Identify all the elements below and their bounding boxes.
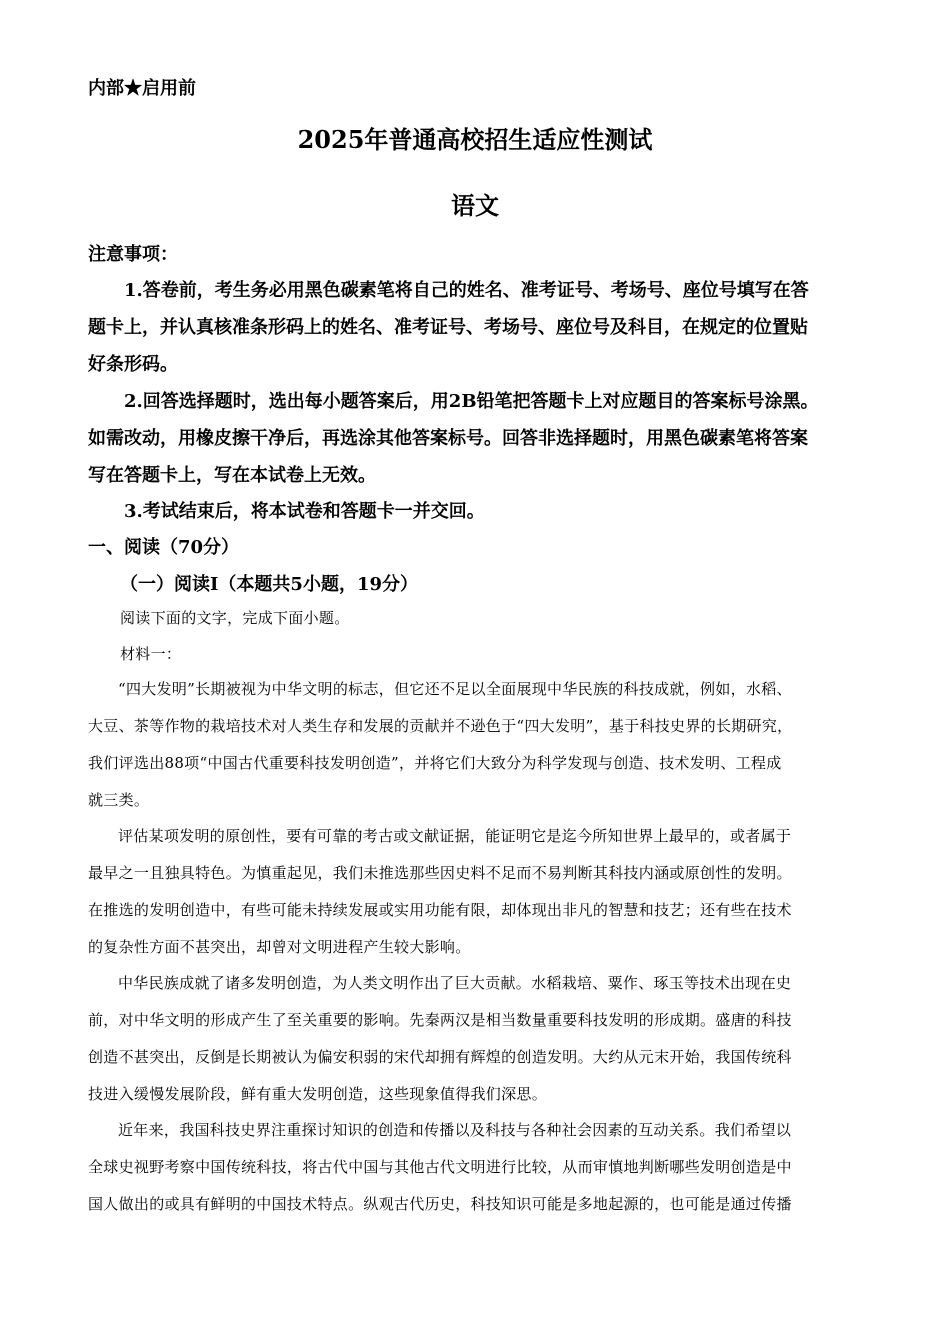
passage-line: 技进入缓慢发展阶段，鲜有重大发明创造，这些现象值得我们深思。 bbox=[88, 1085, 548, 1103]
exam-title: 2025年普通高校招生适应性测试 bbox=[297, 125, 653, 154]
instruction: 阅读下面的文字，完成下面小题。 bbox=[120, 609, 350, 627]
subject-title: 语文 bbox=[451, 191, 499, 220]
passage-line: 中华民族成就了诸多发明创造，为人类文明作出了巨大贡献。水稻栽培、粟作、琢玉等技术出现在史 bbox=[118, 974, 792, 992]
notice-line: 1.答卷前，考生务必用黑色碳素笔将自己的姓名、准考证号、考场号、座位号填写在答 bbox=[124, 280, 809, 301]
passage-line: 创造不甚突出，反倒是长期被认为偏安积弱的宋代却拥有辉煌的创造发明。大约从元末开始，我国传统科 bbox=[88, 1048, 792, 1066]
passage-line: 我们评选出88项“中国古代重要科技发明创造”，并将它们大致分为科学发现与创造、技术发明、工程成 bbox=[88, 754, 782, 772]
notice-heading: 注意事项： bbox=[88, 244, 178, 265]
part-title: 一、阅读（70分） bbox=[88, 537, 240, 558]
passage-line: 近年来，我国科技史界注重探讨知识的创造和传播以及科技与各种社会因素的互动关系。我们希望以 bbox=[118, 1121, 792, 1139]
notice-line: 3.考试结束后，将本试卷和答题卡一并交回。 bbox=[124, 501, 485, 522]
passage-line: 大豆、茶等作物的栽培技术对人类生存和发展的贡献并不逊色于“四大发明”，基于科技史界的长期研究， bbox=[88, 717, 793, 735]
passage-line: 在推选的发明创造中，有些可能未持续发展或实用功能有限，却体现出非凡的智慧和技艺；还有些在技术 bbox=[88, 901, 792, 919]
notice-line: 题卡上，并认真核准条形码上的姓名、准考证号、考场号、座位号及科目，在规定的位置贴 bbox=[88, 317, 808, 338]
notice-line: 好条形码。 bbox=[88, 354, 178, 375]
passage-line: 前，对中华文明的形成产生了至关重要的影响。先秦两汉是相当数量重要科技发明的形成期。盛唐的科技 bbox=[88, 1011, 792, 1029]
passage-line: 全球史视野考察中国传统科技，将古代中国与其他古代文明进行比较，从而审慎地判断哪些发明创造是中 bbox=[88, 1158, 792, 1176]
passage-line: 就三类。 bbox=[88, 791, 150, 809]
sub-title: （一）阅读Ⅰ（本题共5小题，19分） bbox=[120, 574, 418, 595]
material-label: 材料一： bbox=[120, 645, 182, 663]
notice-line: 写在答题卡上，写在本试卷上无效。 bbox=[88, 465, 376, 486]
passage-line: 的复杂性方面不甚突出，却曾对文明进程产生较大影响。 bbox=[88, 938, 471, 956]
passage-line: 最早之一且独具特色。为慎重起见，我们未推选那些因史料不足而不易判断其科技内涵或原创性的发明。 bbox=[88, 864, 792, 882]
confidential-mark: 内部★启用前 bbox=[88, 78, 196, 99]
notice-line: 2.回答选择题时，选出每小题答案后，用2B铅笔把答题卡上对应题目的答案标号涂黑。 bbox=[124, 391, 819, 412]
passage-line: 国人做出的或具有鲜明的中国技术特点。纵观古代历史，科技知识可能是多地起源的，也可能是通过传播 bbox=[88, 1195, 792, 1213]
passage-line: 评估某项发明的原创性，要有可靠的考古或文献证据，能证明它是迄今所知世界上最早的，或者属于 bbox=[118, 827, 792, 845]
passage-line: “四大发明”长期被视为中华文明的标志，但它还不足以全面展现中华民族的科技成就，例如，水稻、 bbox=[118, 680, 792, 698]
notice-line: 如需改动，用橡皮擦干净后，再选涂其他答案标号。回答非选择题时，用黑色碳素笔将答案 bbox=[88, 428, 808, 449]
